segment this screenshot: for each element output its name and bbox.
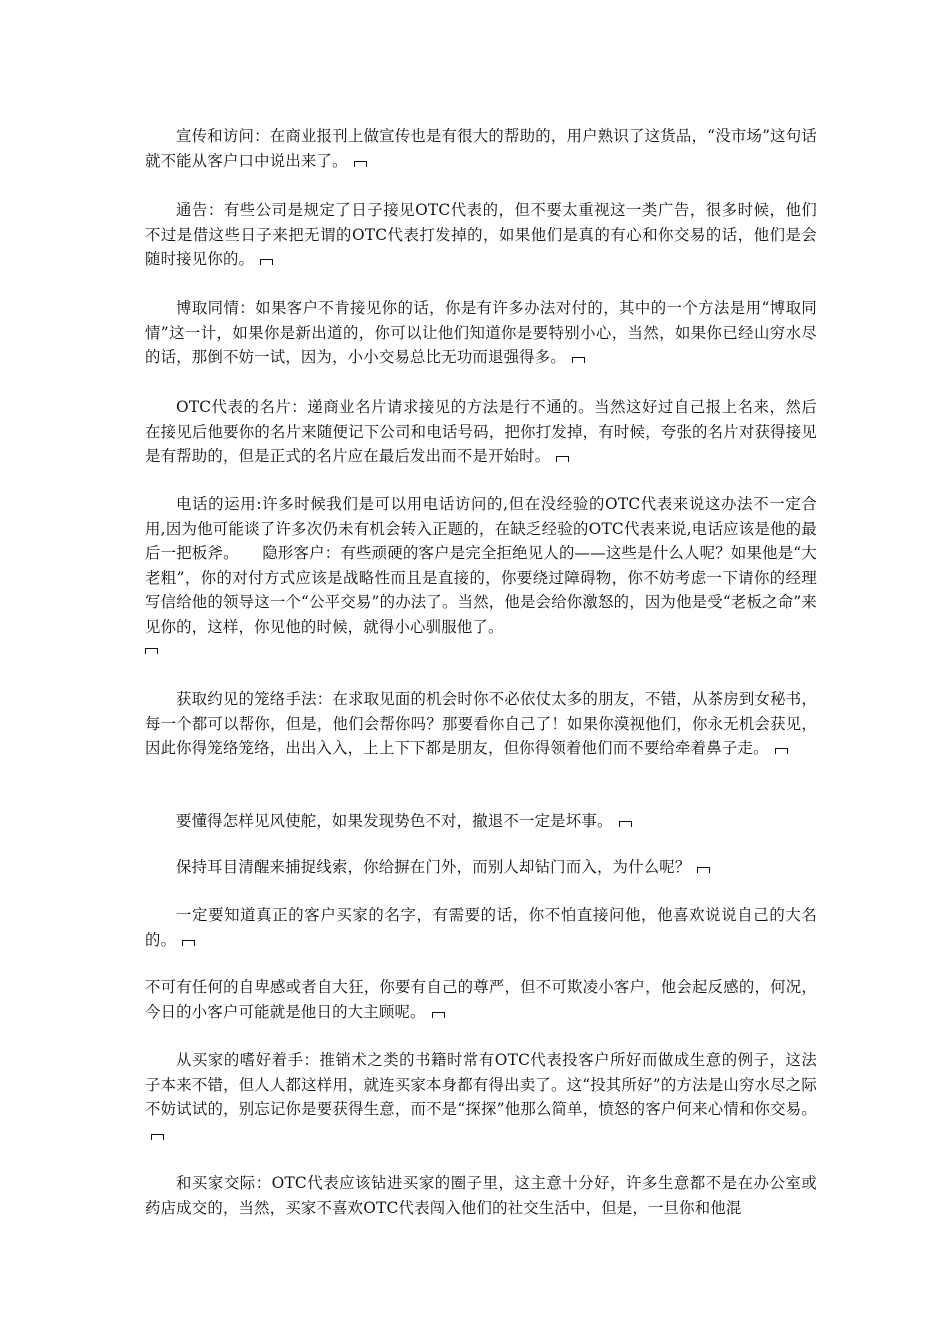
paragraph-socialize: 和买家交际：OTC代表应该钻进买家的圈子里，这主意十分好，许多生意都不是在办公室或药店成交的，当然，买家不喜欢OTC代表闯入他们的社交生活中，但是，一旦你和他混: [145, 1174, 817, 1217]
paragraph-hobby: 从买家的嗜好着手：推销术之类的书籍时常有OTC代表投客户所好而做成生意的例子，这法子本来不错，但人人都这样用，就连买家本身都有得出卖了。这“投其所好”的方法是山穷水尽之际不妨试试的，别忘记你是要获得生意，而不是“探探”他那么简单，愤怒的客户何来心情和你交易。: [145, 1048, 817, 1146]
paragraph-business-card: OTC代表的名片：递商业名片请求接见的方法是行不通的。当然这好过自己报上名来，然后在接见后他要你的名片来随便记下公司和电话号码，把你打发掉，有时候，夸张的名片对获得接见是有帮助的，但是正式的名片应在最后发出而不是开始时。: [145, 398, 817, 465]
paragraph-mark-icon: [151, 1134, 164, 1140]
paragraph-mark-icon: [354, 161, 367, 167]
paragraph-appointment: 获取约见的笼络手法：在求取见面的机会时你不必依仗太多的朋友，不错，从茶房到女秘书，每一个都可以帮你，但是，他们会帮你吗？那要看你自己了！如果你漠视他们，你永无机会获见，因此你得笼络笼络，出出入入，上上下下都是朋友，但你得领着他们而不要给牵着鼻子走。: [145, 690, 817, 757]
paragraph-mark-icon: [145, 648, 158, 654]
paragraph-mark-icon: [260, 259, 273, 265]
paragraph-telephone: 电话的运用:许多时候我们是可以用电话访问的,但在没经验的OTC代表来说这办法不一定合用,因为他可能谈了许多次仍未有机会转入正题的，在缺乏经验的OTC代表来说,电话应该是他的最后一把板斧。 隐形客户：有些顽硬的客户是完全拒绝见人的——这些是什么人呢？如果他是“大老粗”，你的对付方式应该是战略性而且是直接的，你要绕过障碍物，你不妨考虑一下请你的经理写信给他的领导这一个“公平交易”的办法了。当然，他是会给你激怒的，因为他是受“老板之命”来见你的，这样，你见他的时候，就得小心驯服他了。: [145, 492, 817, 654]
paragraph-buyer-name: 一定要知道真正的客户买家的名字，有需要的话，你不怕直接问他，他喜欢说说自己的大名的。: [145, 906, 817, 949]
paragraph-mark-icon: [556, 456, 569, 462]
paragraph-mark-icon: [182, 940, 195, 946]
paragraph-sympathy: 博取同情：如果客户不肯接见你的话，你是有许多办法对付的，其中的一个方法是用“博取同情”这一计，如果你是新出道的，你可以让他们知道你是要特别小心，当然，如果你已经山穷水尽的话，那倒不妨一试，因为，小小交易总比无功而退强得多。: [145, 299, 817, 366]
paragraph-mark-icon: [697, 867, 710, 873]
paragraph-mark-icon: [432, 1012, 445, 1018]
paragraph-attitude: 不可有任何的自卑感或者自大狂，你要有自己的尊严，但不可欺凌小客户，他会起反感的，何况，今日的小客户可能就是他日的大主顾呢。: [145, 978, 817, 1021]
paragraph-mark-icon: [775, 748, 788, 754]
paragraph-adapt: 要懂得怎样见风使舵，如果发现势色不对，撤退不一定是坏事。: [145, 809, 817, 834]
paragraph-mark-icon: [572, 357, 585, 363]
paragraph-notice: 通告：有些公司是规定了日子接见OTC代表的，但不要太重视这一类广告，很多时候，他们不过是借这些日子来把无谓的OTC代表打发掉的，如果他们是真的有心和你交易的话，他们是会随时接见你的。: [145, 201, 817, 268]
paragraph-mark-icon: [619, 821, 632, 827]
paragraph-alert: 保持耳目清醒来捕捉线索，你给摒在门外，而别人却钻门而入，为什么呢？: [145, 855, 817, 880]
paragraph-publicity: 宣传和访问：在商业报刊上做宣传也是有很大的帮助的，用户熟识了这货品，“没市场”这句话就不能从客户口中说出来了。: [145, 127, 817, 170]
